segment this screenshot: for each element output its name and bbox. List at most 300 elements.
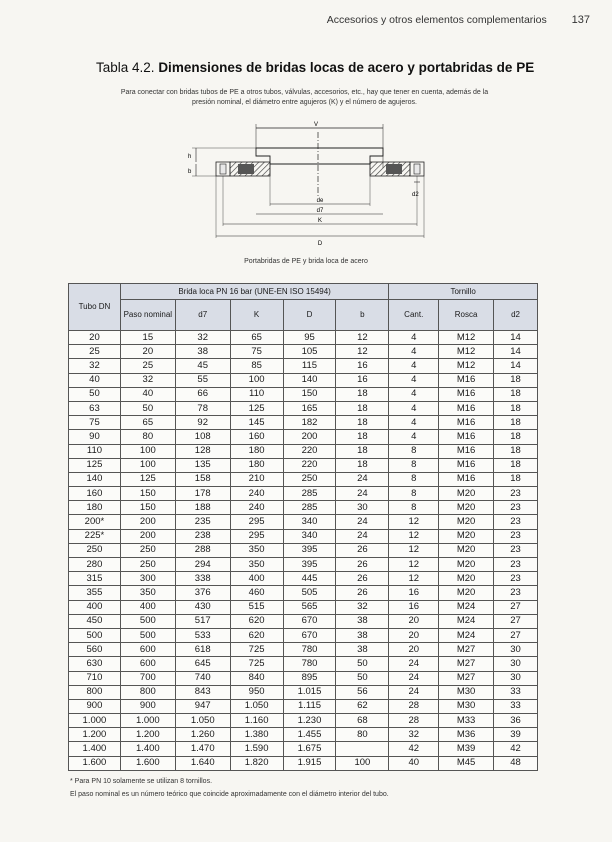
cell-paso-nominal: 100 bbox=[120, 444, 175, 458]
cell-tubo-dn: 32 bbox=[69, 359, 121, 373]
cell-b: 30 bbox=[336, 501, 389, 515]
cell-k: 1.160 bbox=[230, 714, 283, 728]
cell-paso-nominal: 20 bbox=[120, 345, 175, 359]
cell-k: 950 bbox=[230, 685, 283, 699]
cell-tubo-dn: 20 bbox=[69, 331, 121, 345]
cell-d: 395 bbox=[283, 558, 336, 572]
cell-cant: 40 bbox=[389, 756, 439, 770]
dim-de-label: de bbox=[316, 198, 324, 204]
cell-tubo-dn: 125 bbox=[69, 458, 121, 472]
cell-cant: 4 bbox=[389, 331, 439, 345]
cell-d: 1.115 bbox=[283, 699, 336, 713]
cell-k: 180 bbox=[230, 458, 283, 472]
running-header bbox=[0, 14, 590, 26]
cell-d2: 23 bbox=[494, 586, 538, 600]
cell-cant: 12 bbox=[389, 558, 439, 572]
cell-tubo-dn: 25 bbox=[69, 345, 121, 359]
cell-d: 1.915 bbox=[283, 756, 336, 770]
cell-k: 160 bbox=[230, 430, 283, 444]
cell-k: 240 bbox=[230, 487, 283, 501]
cell-tubo-dn: 315 bbox=[69, 572, 121, 586]
cell-rosca: M16 bbox=[439, 430, 494, 444]
cell-d: 670 bbox=[283, 614, 336, 628]
cell-rosca: M27 bbox=[439, 657, 494, 671]
cell-d7: 188 bbox=[175, 501, 230, 515]
cell-b: 26 bbox=[336, 558, 389, 572]
intro-paragraph: Para conectar con bridas tubos de PE a otros tubos, válvulas, accesorios, etc., hay que tener en cuenta, además de la presión nominal, el diámetro entre agujeros (K) y el número de agujeros. bbox=[120, 89, 489, 106]
cell-cant: 4 bbox=[389, 416, 439, 430]
cell-d7: 128 bbox=[175, 444, 230, 458]
table-row bbox=[69, 359, 538, 373]
table-row bbox=[69, 699, 538, 713]
cell-tubo-dn: 110 bbox=[69, 444, 121, 458]
cell-k: 100 bbox=[230, 373, 283, 387]
cell-k: 515 bbox=[230, 600, 283, 614]
header-tubo-dn: Tubo DN bbox=[69, 284, 121, 331]
cell-k: 1.050 bbox=[230, 699, 283, 713]
footnote-paso-nominal: El paso nominal es un número teórico que coincide aproximadamente con el diámetro interior del tubo. bbox=[70, 791, 389, 798]
cell-paso-nominal: 200 bbox=[120, 515, 175, 529]
cell-cant: 4 bbox=[389, 345, 439, 359]
cell-b: 18 bbox=[336, 416, 389, 430]
cell-d: 340 bbox=[283, 529, 336, 543]
table-body bbox=[69, 331, 538, 771]
cell-k: 210 bbox=[230, 472, 283, 486]
cell-d: 670 bbox=[283, 628, 336, 642]
cell-d: 165 bbox=[283, 401, 336, 415]
cell-d: 200 bbox=[283, 430, 336, 444]
cell-tubo-dn: 160 bbox=[69, 487, 121, 501]
cell-rosca: M45 bbox=[439, 756, 494, 770]
cell-d7: 1.470 bbox=[175, 742, 230, 756]
table-row bbox=[69, 714, 538, 728]
cell-k: 840 bbox=[230, 671, 283, 685]
cell-cant: 12 bbox=[389, 515, 439, 529]
cell-k: 400 bbox=[230, 572, 283, 586]
figure-caption: Portabridas de PE y brida loca de acero bbox=[244, 258, 368, 265]
cell-rosca: M39 bbox=[439, 742, 494, 756]
cell-paso-nominal: 80 bbox=[120, 430, 175, 444]
cell-b: 56 bbox=[336, 685, 389, 699]
cell-b: 18 bbox=[336, 444, 389, 458]
cell-b: 16 bbox=[336, 359, 389, 373]
cell-rosca: M30 bbox=[439, 699, 494, 713]
cell-k: 295 bbox=[230, 515, 283, 529]
table-row bbox=[69, 558, 538, 572]
cell-d7: 92 bbox=[175, 416, 230, 430]
cell-tubo-dn: 225* bbox=[69, 529, 121, 543]
cell-d: 895 bbox=[283, 671, 336, 685]
cell-d2: 48 bbox=[494, 756, 538, 770]
cell-d7: 108 bbox=[175, 430, 230, 444]
cell-rosca: M16 bbox=[439, 444, 494, 458]
cell-d2: 23 bbox=[494, 487, 538, 501]
cell-rosca: M27 bbox=[439, 643, 494, 657]
cell-b: 18 bbox=[336, 387, 389, 401]
cell-b: 38 bbox=[336, 614, 389, 628]
table-row bbox=[69, 387, 538, 401]
cell-paso-nominal: 500 bbox=[120, 614, 175, 628]
cell-tubo-dn: 40 bbox=[69, 373, 121, 387]
gasket-right bbox=[386, 164, 402, 174]
cell-cant: 4 bbox=[389, 359, 439, 373]
cell-d2: 23 bbox=[494, 572, 538, 586]
table-row bbox=[69, 756, 538, 770]
cell-b: 12 bbox=[336, 345, 389, 359]
cell-paso-nominal: 1.000 bbox=[120, 714, 175, 728]
table-row bbox=[69, 444, 538, 458]
cell-d7: 288 bbox=[175, 543, 230, 557]
cell-rosca: M27 bbox=[439, 671, 494, 685]
cell-paso-nominal: 800 bbox=[120, 685, 175, 699]
cell-k: 725 bbox=[230, 657, 283, 671]
cell-d: 285 bbox=[283, 501, 336, 515]
cell-tubo-dn: 500 bbox=[69, 628, 121, 642]
cell-d2: 33 bbox=[494, 685, 538, 699]
cell-b: 50 bbox=[336, 671, 389, 685]
cell-paso-nominal: 1.600 bbox=[120, 756, 175, 770]
cell-rosca: M36 bbox=[439, 728, 494, 742]
footnote-pn10: * Para PN 10 solamente se utilizan 8 tornillos. bbox=[70, 778, 213, 785]
dim-d-label: D bbox=[317, 241, 323, 247]
cell-d2: 14 bbox=[494, 359, 538, 373]
cell-d2: 30 bbox=[494, 657, 538, 671]
cell-paso-nominal: 40 bbox=[120, 387, 175, 401]
cell-tubo-dn: 63 bbox=[69, 401, 121, 415]
cell-d: 1.675 bbox=[283, 742, 336, 756]
cell-rosca: M24 bbox=[439, 600, 494, 614]
cell-k: 460 bbox=[230, 586, 283, 600]
cell-cant: 28 bbox=[389, 714, 439, 728]
cell-d2: 27 bbox=[494, 628, 538, 642]
cell-b: 38 bbox=[336, 628, 389, 642]
cell-paso-nominal: 200 bbox=[120, 529, 175, 543]
table-row bbox=[69, 572, 538, 586]
cell-b: 18 bbox=[336, 430, 389, 444]
running-title: Accesorios y otros elementos complementarios bbox=[326, 14, 547, 26]
cell-rosca: M16 bbox=[439, 401, 494, 415]
cell-d: 395 bbox=[283, 543, 336, 557]
header-brida-group: Brida loca PN 16 bar (UNE-EN ISO 15494) bbox=[120, 284, 388, 300]
cell-paso-nominal: 32 bbox=[120, 373, 175, 387]
cell-cant: 24 bbox=[389, 671, 439, 685]
table-row bbox=[69, 515, 538, 529]
cell-paso-nominal: 350 bbox=[120, 586, 175, 600]
cell-tubo-dn: 800 bbox=[69, 685, 121, 699]
cell-d2: 14 bbox=[494, 345, 538, 359]
cell-cant: 16 bbox=[389, 586, 439, 600]
cell-k: 85 bbox=[230, 359, 283, 373]
cell-d7: 66 bbox=[175, 387, 230, 401]
header-cant: Cant. bbox=[389, 300, 439, 331]
cell-tubo-dn: 355 bbox=[69, 586, 121, 600]
cell-d2: 18 bbox=[494, 472, 538, 486]
table-row bbox=[69, 430, 538, 444]
cell-rosca: M20 bbox=[439, 501, 494, 515]
table-row bbox=[69, 728, 538, 742]
cell-d7: 135 bbox=[175, 458, 230, 472]
cell-k: 110 bbox=[230, 387, 283, 401]
cell-cant: 12 bbox=[389, 529, 439, 543]
cell-cant: 24 bbox=[389, 657, 439, 671]
cell-d2: 30 bbox=[494, 643, 538, 657]
cell-b: 24 bbox=[336, 472, 389, 486]
cell-paso-nominal: 125 bbox=[120, 472, 175, 486]
cell-d2: 36 bbox=[494, 714, 538, 728]
cell-k: 725 bbox=[230, 643, 283, 657]
cell-cant: 8 bbox=[389, 501, 439, 515]
cell-d7: 294 bbox=[175, 558, 230, 572]
cell-rosca: M20 bbox=[439, 543, 494, 557]
cell-k: 240 bbox=[230, 501, 283, 515]
cell-d: 1.455 bbox=[283, 728, 336, 742]
cell-d: 505 bbox=[283, 586, 336, 600]
cell-d: 1.230 bbox=[283, 714, 336, 728]
dim-d7-label: d7 bbox=[316, 208, 324, 214]
table-row bbox=[69, 458, 538, 472]
cell-k: 65 bbox=[230, 331, 283, 345]
cell-rosca: M20 bbox=[439, 515, 494, 529]
cell-paso-nominal: 150 bbox=[120, 487, 175, 501]
cell-d: 182 bbox=[283, 416, 336, 430]
cell-d7: 338 bbox=[175, 572, 230, 586]
table-row bbox=[69, 529, 538, 543]
cell-d2: 18 bbox=[494, 387, 538, 401]
cell-tubo-dn: 90 bbox=[69, 430, 121, 444]
cell-rosca: M20 bbox=[439, 529, 494, 543]
cell-d2: 14 bbox=[494, 331, 538, 345]
cell-d2: 18 bbox=[494, 458, 538, 472]
table-row bbox=[69, 501, 538, 515]
cell-d: 115 bbox=[283, 359, 336, 373]
cell-cant: 20 bbox=[389, 643, 439, 657]
gasket-left bbox=[238, 164, 254, 174]
cell-paso-nominal: 250 bbox=[120, 558, 175, 572]
stub-end-outline bbox=[256, 148, 383, 164]
cell-rosca: M24 bbox=[439, 628, 494, 642]
header-tornillo-group: Tornillo bbox=[389, 284, 538, 300]
cell-rosca: M12 bbox=[439, 331, 494, 345]
table-row bbox=[69, 416, 538, 430]
cell-d7: 178 bbox=[175, 487, 230, 501]
cell-cant: 24 bbox=[389, 685, 439, 699]
cell-d: 1.015 bbox=[283, 685, 336, 699]
table-row bbox=[69, 671, 538, 685]
cell-d2: 23 bbox=[494, 543, 538, 557]
cell-cant: 28 bbox=[389, 699, 439, 713]
cell-b: 24 bbox=[336, 515, 389, 529]
table-row bbox=[69, 487, 538, 501]
cell-paso-nominal: 1.400 bbox=[120, 742, 175, 756]
cell-d7: 1.260 bbox=[175, 728, 230, 742]
cell-d2: 23 bbox=[494, 558, 538, 572]
cell-tubo-dn: 1.400 bbox=[69, 742, 121, 756]
cell-d2: 33 bbox=[494, 699, 538, 713]
cell-d7: 618 bbox=[175, 643, 230, 657]
flange-diagram bbox=[178, 118, 428, 253]
cell-tubo-dn: 900 bbox=[69, 699, 121, 713]
cell-tubo-dn: 450 bbox=[69, 614, 121, 628]
cell-b: 24 bbox=[336, 529, 389, 543]
cell-cant: 8 bbox=[389, 487, 439, 501]
cell-tubo-dn: 50 bbox=[69, 387, 121, 401]
table-title-label: Tabla 4.2. bbox=[96, 60, 155, 75]
cell-b: 80 bbox=[336, 728, 389, 742]
table-title bbox=[96, 60, 596, 75]
cell-cant: 4 bbox=[389, 387, 439, 401]
cell-paso-nominal: 250 bbox=[120, 543, 175, 557]
table-row bbox=[69, 401, 538, 415]
cell-k: 1.820 bbox=[230, 756, 283, 770]
cell-d: 780 bbox=[283, 643, 336, 657]
flange-dimensions-table bbox=[68, 283, 538, 771]
cell-d7: 376 bbox=[175, 586, 230, 600]
cell-d2: 27 bbox=[494, 600, 538, 614]
table-row bbox=[69, 331, 538, 345]
cell-d: 285 bbox=[283, 487, 336, 501]
cell-b: 16 bbox=[336, 373, 389, 387]
cell-b: 68 bbox=[336, 714, 389, 728]
cell-d2: 42 bbox=[494, 742, 538, 756]
cell-d7: 947 bbox=[175, 699, 230, 713]
cell-d7: 238 bbox=[175, 529, 230, 543]
cell-d7: 32 bbox=[175, 331, 230, 345]
cell-tubo-dn: 1.000 bbox=[69, 714, 121, 728]
cell-d7: 843 bbox=[175, 685, 230, 699]
cell-d7: 740 bbox=[175, 671, 230, 685]
cell-d: 220 bbox=[283, 444, 336, 458]
cell-paso-nominal: 15 bbox=[120, 331, 175, 345]
table-row bbox=[69, 600, 538, 614]
cell-d7: 517 bbox=[175, 614, 230, 628]
cell-paso-nominal: 400 bbox=[120, 600, 175, 614]
cell-b bbox=[336, 742, 389, 756]
cell-k: 620 bbox=[230, 614, 283, 628]
cell-tubo-dn: 710 bbox=[69, 671, 121, 685]
bolt-hole-left bbox=[220, 164, 226, 174]
cell-k: 145 bbox=[230, 416, 283, 430]
bolt-hole-right bbox=[414, 164, 420, 174]
cell-d2: 23 bbox=[494, 515, 538, 529]
cell-k: 75 bbox=[230, 345, 283, 359]
cell-tubo-dn: 140 bbox=[69, 472, 121, 486]
cell-cant: 4 bbox=[389, 373, 439, 387]
dim-b-label: b bbox=[188, 169, 192, 175]
cell-rosca: M20 bbox=[439, 558, 494, 572]
table-row bbox=[69, 657, 538, 671]
cell-d: 95 bbox=[283, 331, 336, 345]
cell-paso-nominal: 25 bbox=[120, 359, 175, 373]
header-k: K bbox=[230, 300, 283, 331]
cell-cant: 12 bbox=[389, 572, 439, 586]
cell-rosca: M12 bbox=[439, 359, 494, 373]
cell-b: 32 bbox=[336, 600, 389, 614]
table-row bbox=[69, 685, 538, 699]
table-row bbox=[69, 345, 538, 359]
table-row bbox=[69, 373, 538, 387]
cell-tubo-dn: 75 bbox=[69, 416, 121, 430]
cell-cant: 42 bbox=[389, 742, 439, 756]
page-number: 137 bbox=[571, 14, 590, 26]
cell-d: 220 bbox=[283, 458, 336, 472]
cell-tubo-dn: 630 bbox=[69, 657, 121, 671]
cell-k: 620 bbox=[230, 628, 283, 642]
cell-rosca: M20 bbox=[439, 572, 494, 586]
dim-k-label: K bbox=[317, 218, 323, 224]
cell-tubo-dn: 280 bbox=[69, 558, 121, 572]
cell-rosca: M16 bbox=[439, 373, 494, 387]
cell-d7: 55 bbox=[175, 373, 230, 387]
cell-paso-nominal: 65 bbox=[120, 416, 175, 430]
cell-tubo-dn: 1.600 bbox=[69, 756, 121, 770]
cell-paso-nominal: 50 bbox=[120, 401, 175, 415]
cell-rosca: M20 bbox=[439, 487, 494, 501]
cell-d2: 18 bbox=[494, 444, 538, 458]
cell-k: 350 bbox=[230, 543, 283, 557]
cell-rosca: M30 bbox=[439, 685, 494, 699]
header-b: b bbox=[336, 300, 389, 331]
cell-b: 26 bbox=[336, 543, 389, 557]
table-row bbox=[69, 628, 538, 642]
cell-d7: 533 bbox=[175, 628, 230, 642]
cell-d: 780 bbox=[283, 657, 336, 671]
header-d7: d7 bbox=[175, 300, 230, 331]
cell-d7: 1.640 bbox=[175, 756, 230, 770]
cell-d7: 45 bbox=[175, 359, 230, 373]
cell-d2: 27 bbox=[494, 614, 538, 628]
table-row bbox=[69, 742, 538, 756]
cell-paso-nominal: 1.200 bbox=[120, 728, 175, 742]
cell-k: 350 bbox=[230, 558, 283, 572]
cell-d7: 158 bbox=[175, 472, 230, 486]
cell-rosca: M16 bbox=[439, 387, 494, 401]
cell-k: 180 bbox=[230, 444, 283, 458]
cell-tubo-dn: 1.200 bbox=[69, 728, 121, 742]
cell-tubo-dn: 200* bbox=[69, 515, 121, 529]
cell-paso-nominal: 900 bbox=[120, 699, 175, 713]
cell-paso-nominal: 100 bbox=[120, 458, 175, 472]
table-row bbox=[69, 472, 538, 486]
cell-cant: 20 bbox=[389, 628, 439, 642]
cell-rosca: M24 bbox=[439, 614, 494, 628]
cell-d2: 30 bbox=[494, 671, 538, 685]
cell-b: 26 bbox=[336, 586, 389, 600]
table-row bbox=[69, 614, 538, 628]
cell-cant: 32 bbox=[389, 728, 439, 742]
header-paso-nominal: Paso nominal bbox=[120, 300, 175, 331]
cell-tubo-dn: 250 bbox=[69, 543, 121, 557]
cell-d2: 23 bbox=[494, 529, 538, 543]
cell-b: 62 bbox=[336, 699, 389, 713]
cell-paso-nominal: 700 bbox=[120, 671, 175, 685]
table-row bbox=[69, 543, 538, 557]
cell-rosca: M20 bbox=[439, 586, 494, 600]
cell-tubo-dn: 560 bbox=[69, 643, 121, 657]
cell-d: 140 bbox=[283, 373, 336, 387]
cell-cant: 20 bbox=[389, 614, 439, 628]
cell-cant: 4 bbox=[389, 401, 439, 415]
cell-rosca: M12 bbox=[439, 345, 494, 359]
cell-rosca: M16 bbox=[439, 416, 494, 430]
table-title-text: Dimensiones de bridas locas de acero y portabridas de PE bbox=[158, 60, 535, 75]
cell-k: 1.590 bbox=[230, 742, 283, 756]
cell-b: 26 bbox=[336, 572, 389, 586]
cell-cant: 16 bbox=[389, 600, 439, 614]
cell-d2: 18 bbox=[494, 401, 538, 415]
cell-d: 250 bbox=[283, 472, 336, 486]
cell-d2: 23 bbox=[494, 501, 538, 515]
dim-d2-label: d2 bbox=[412, 192, 419, 198]
